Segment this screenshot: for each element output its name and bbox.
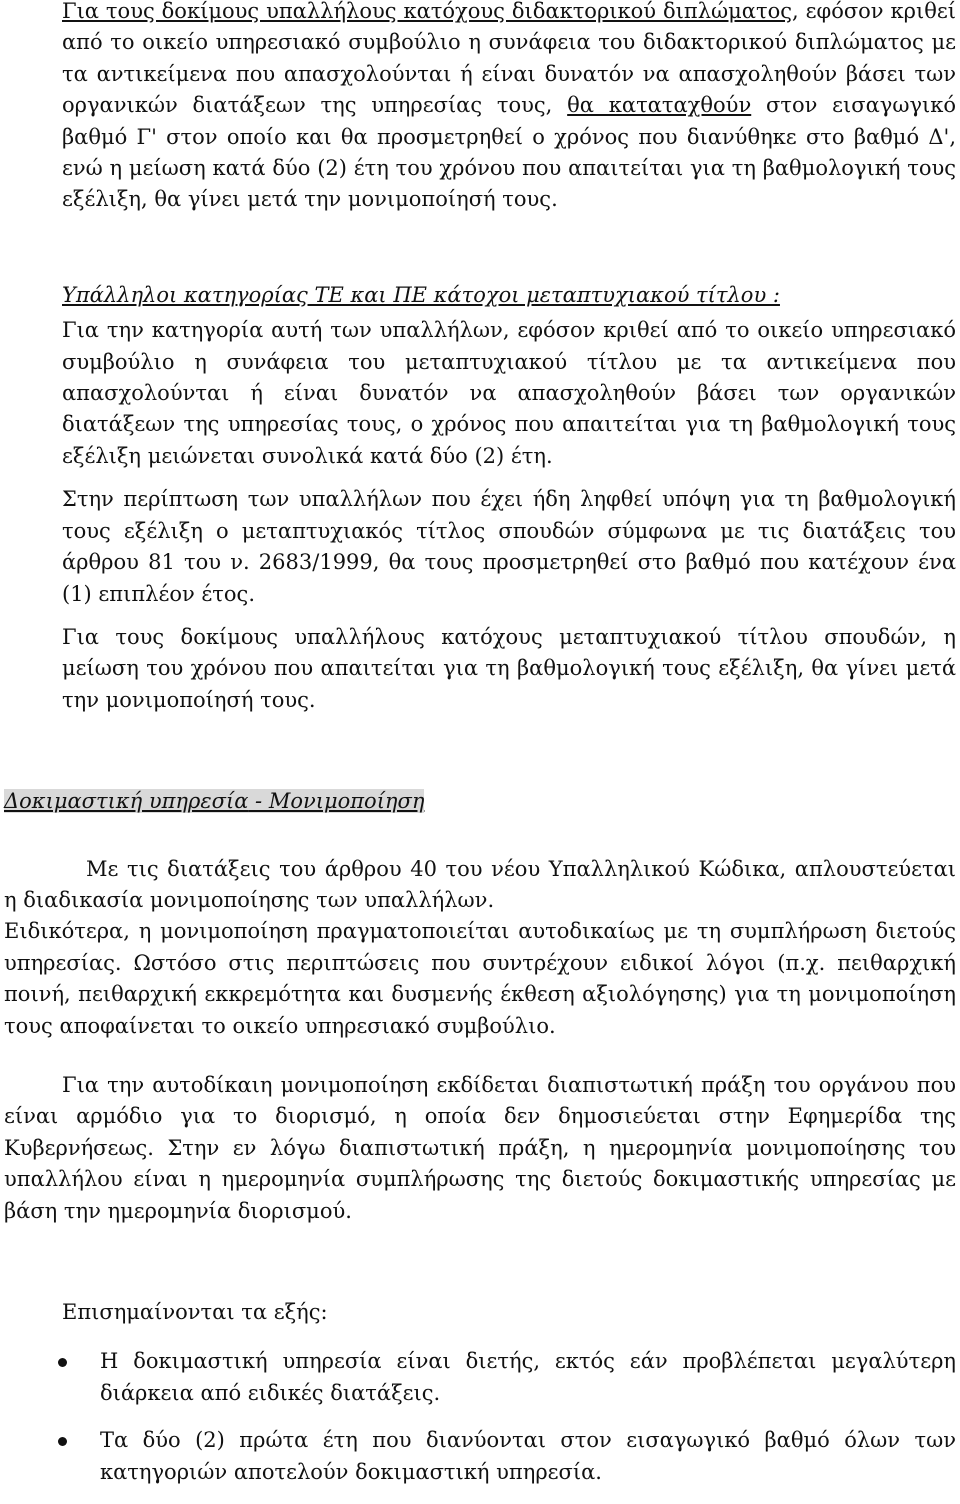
heading-italic-part: Δοκιμαστική υπηρεσία: [4, 789, 249, 814]
heading-italic-part-2: - Μονιμοποίηση: [248, 789, 425, 814]
document-page: [4, 0, 956, 1504]
paragraph-text: , εφόσον κριθεί από το οικείο υπηρεσιακό συμβούλιο η συνάφεια του διδακτορικού διπλώματος με τα αντικείμενα που απασχολούνται ή είναι δυνατόν να απασχοληθούν βάσει των οργανικών διατάξεων της υπηρεσίας τους,: [62, 0, 956, 118]
bullet-icon: [58, 1358, 67, 1367]
list-item-text: Η δοκιμαστική υπηρεσία είναι διετής, εκτός εάν προβλέπεται μεγαλύτερη διάρκεια από ειδικές διατάξεις.: [100, 1349, 956, 1405]
paragraph-notes-intro: Επισημαίνονται τα εξής:: [62, 1300, 328, 1324]
section-heading-probation: [4, 786, 956, 817]
bullet-icon: [58, 1437, 67, 1446]
paragraph-masters-reduction: Για την κατηγορία αυτή των υπαλλήλων, εφόσον κριθεί από το οικείο υπηρεσιακό συμβούλιο η συνάφεια του μεταπτυχιακού τίτλου με τα αντικείμενα που απασχολούνται ή είναι δυνατόν να απασχοληθούν βάσει των οργανικών διατάξεων της υπηρεσίας τους, ο χρόνος που απαιτείται για τη βαθμολογική τους εξέλιξη μειώνεται συνολικά κατά δύο (2) έτη.: [62, 318, 956, 468]
paragraph-article-40: Με τις διατάξεις του άρθρου 40 του νέου Υπαλληλικού Κώδικα, απλουστεύεται η διαδικασία μονιμοποίησης των υπαλλήλων.: [4, 856, 956, 912]
paragraph-doctoral-probationary: [62, 0, 956, 216]
underlined-phrase: θα καταταχθούν: [567, 93, 752, 118]
notes-list: [62, 1346, 956, 1488]
underlined-phrase: Για τους δοκίμους υπαλλήλους κατόχους διδακτορικού διπλώματος: [62, 0, 792, 23]
paragraph-declaratory-act: Για την αυτοδίκαιη μονιμοποίηση εκδίδεται διαπιστωτική πράξη του οργάνου που είναι αρμόδιο για το διορισμό, η οποία δεν δημοσιεύεται στην Εφημερίδα της Κυβερνήσεως. Στην εν λόγω διαπιστωτική πράξη, η ημερομηνία μονιμοποίησης του υπαλλήλου είναι η ημερομηνία συμπλήρωσης της διετούς δοκιμαστικής υπηρεσίας με βάση την ημερομηνία διορισμού.: [4, 1072, 956, 1223]
list-item-text: Τα δύο (2) πρώτα έτη που διανύονται στον εισαγωγικό βαθμό όλων των κατηγοριών αποτελούν δοκιμαστική υπηρεσία.: [100, 1428, 956, 1484]
list-item: [62, 1346, 956, 1409]
paragraph-masters-probationary: Για τους δοκίμους υπαλλήλους κατόχους μεταπτυχιακού τίτλου σπουδών, η μείωση του χρόνου που απαιτείται για τη βαθμολογική τους εξέλιξη, θα γίνει μετά την μονιμοποίησή τους.: [62, 624, 956, 712]
heading-highlight: [4, 789, 424, 813]
paragraph-masters-already-counted: Στην περίπτωση των υπαλλήλων που έχει ήδη ληφθεί υπόψη για τη βαθμολογική τους εξέλιξη ο μεταπτυχιακός τίτλος σπουδών σύμφωνα με τις διατάξεις του άρθρου 81 του ν. 2683/1999, θα τους προσμετρηθεί στο βαθμό που κατέχουν ένα (1) επιπλέον έτος.: [62, 487, 956, 606]
paragraph-automatic-tenure: Ειδικότερα, η μονιμοποίηση πραγματοποιείται αυτοδικαίως με τη συμπλήρωση διετούς υπηρεσίας. Ωστόσο στις περιπτώσεις που συντρέχουν ειδικοί λόγοι (π.χ. πειθαρχική ποινή, πειθαρχική εκκρεμότητα και δυσμενής έκθεση αξιολόγησης) για τη μονιμοποίηση τους αποφαίνεται το οικείο υπηρεσιακό συμβούλιο.: [4, 919, 956, 1038]
list-item: [62, 1425, 956, 1488]
paragraph-text: στον εισαγωγικό βαθμό Γ' στον οποίο και θα προσμετρηθεί ο χρόνος που διανύθηκε στο βαθμό Δ', ενώ η μείωση κατά δύο (2) έτη του χρόνου που απαιτείται για τη βαθμολογική τους εξέλιξη, θα γίνει μετά την μονιμοποίησή τους.: [62, 93, 956, 212]
section-heading-masters: Υπάλληλοι κατηγορίας ΤΕ και ΠΕ κάτοχοι μεταπτυχιακού τίτλου :: [62, 282, 780, 307]
